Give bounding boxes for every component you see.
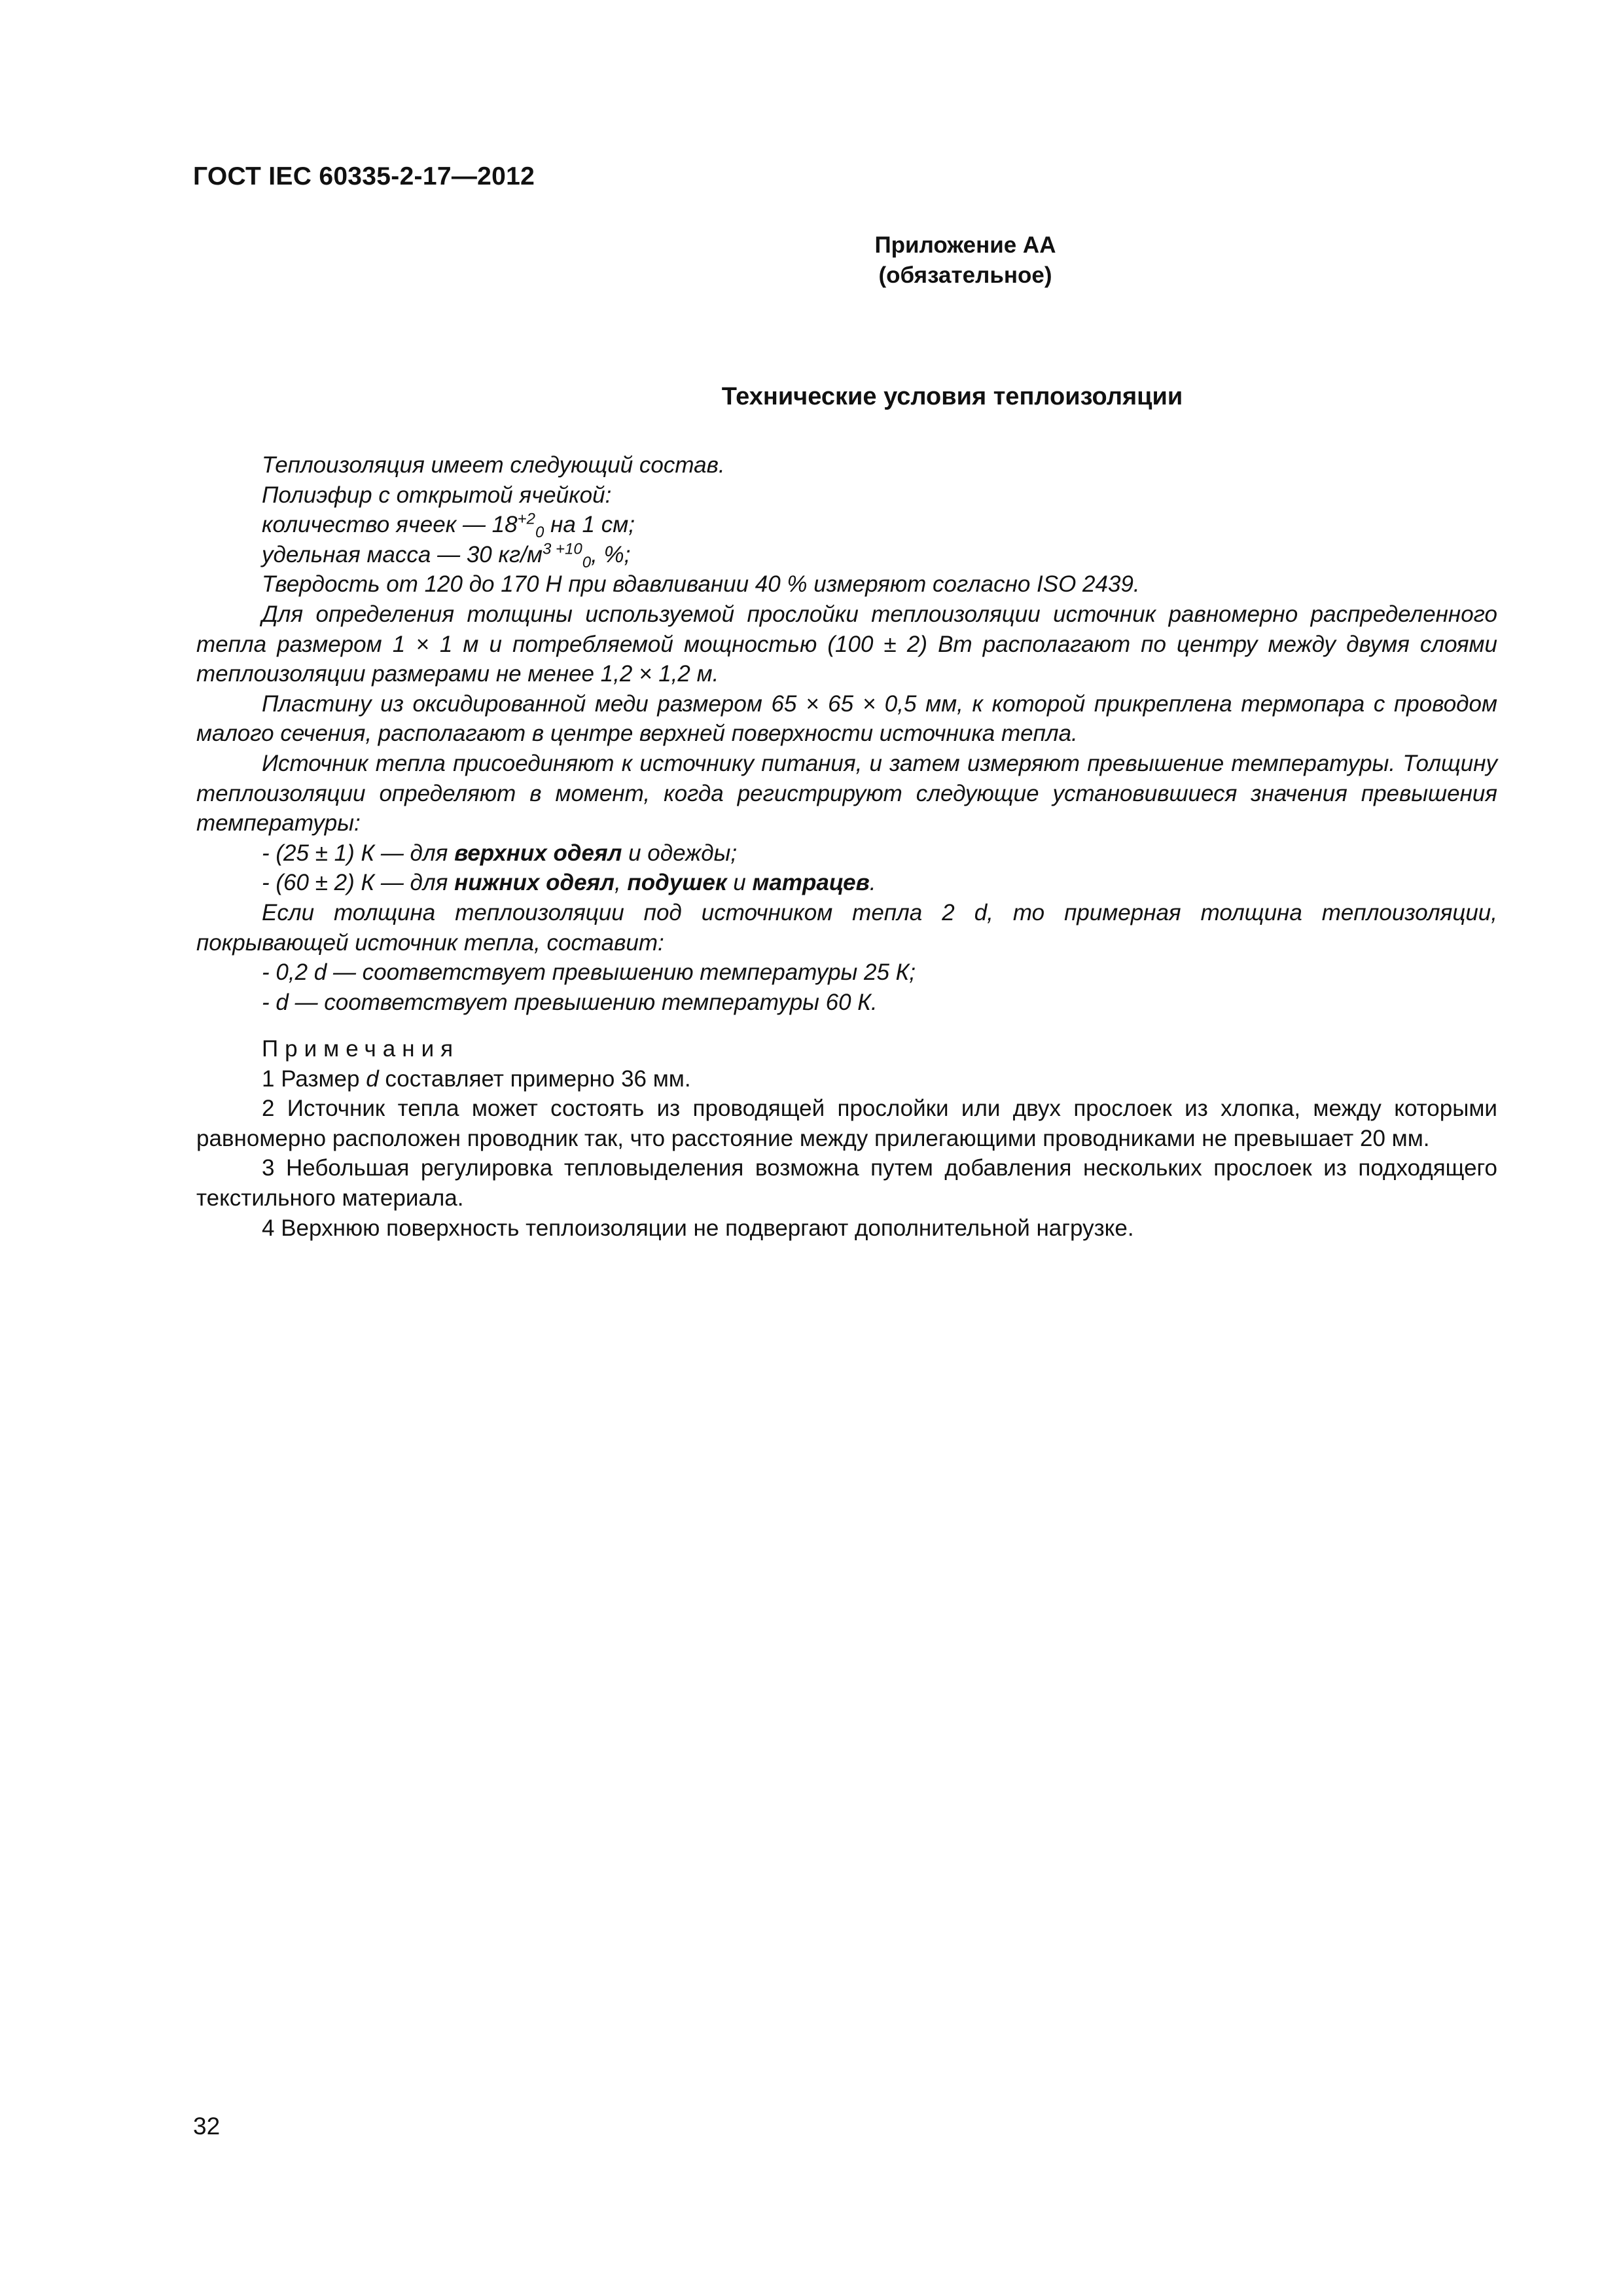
list-item-lower	[196, 868, 1497, 898]
paragraph-connection: Источник тепла присоединяют к источнику питания, и затем измеряют превышение температуры. Толщину теплоизоляции определяют в момент, когда регистрируют следующие установившиеся значения превышения температуры:	[196, 750, 1497, 836]
notes-section	[196, 1034, 1497, 1243]
note-2: 2 Источник тепла может состоять из проводящей прослойки или двух прослоек из хлопка, между которыми равномерно расположен проводник так, что расстояние между прилегающими проводниками не превышает 20 мм.	[196, 1096, 1497, 1151]
paragraph-composition: Теплоизоляция имеет следующий состав.	[262, 452, 725, 478]
item2-suffix: .	[869, 870, 876, 896]
mass-prefix: удельная масса — 30 кг/м	[262, 541, 543, 567]
list-item-estimate2: - d — соответствует превышению температуры 60 К.	[262, 989, 878, 1015]
cells-subscript: 0	[535, 524, 544, 542]
cells-superscript: +2	[517, 510, 535, 528]
note1-italic: d	[366, 1066, 379, 1092]
notes-heading: Примечания	[262, 1036, 460, 1062]
paragraph-hardness: Твердость от 120 до 170 Н при вдавливании 40 % измеряют согласно ISO 2439.	[262, 571, 1140, 598]
item2-sep2: и	[726, 870, 753, 896]
note-4: 4 Верхнюю поверхность теплоизоляции не подвергают дополнительной нагрузке.	[262, 1215, 1134, 1241]
list-item-estimate1: - 0,2 d — соответствует превышению температуры 25 К;	[262, 960, 916, 986]
mass-subscript: 0	[582, 553, 592, 571]
mass-superscript: 3 +10	[542, 540, 582, 558]
document-header: ГОСТ IEC 60335-2-17—2012	[193, 162, 535, 190]
annex-title: Приложение АА	[874, 232, 1056, 258]
cells-prefix: количество ячеек — 18	[262, 512, 518, 538]
item1-suffix: и одежды;	[622, 840, 738, 866]
paragraph-mass	[196, 540, 1497, 570]
paragraph-plate: Пластину из оксидированной меди размером 65 × 65 × 0,5 мм, к которой прикреплена термопара с проводом малого сечения, располагают в центре верхней поверхности источника тепла.	[196, 691, 1497, 747]
note-3: 3 Небольшая регулировка тепловыделения возможна путем добавления нескольких прослоек из подходящего текстильного материала.	[196, 1155, 1497, 1211]
section-title: Технические условия теплоизоляции	[721, 383, 1183, 410]
note1-suffix: составляет примерно 36 мм.	[378, 1066, 691, 1092]
note1-prefix: 1 Размер	[262, 1066, 366, 1092]
paragraph-thickness-estimate: Если толщина теплоизоляции под источником тепла 2 d, то примерная толщина теплоизоляции, покрывающей источник тепла, составит:	[196, 899, 1497, 956]
mass-suffix: , %;	[591, 541, 631, 567]
body-text	[196, 450, 1497, 1017]
annex-heading	[0, 230, 1623, 291]
paragraph-thickness-method: Для определения толщины используемой прослойки теплоизоляции источник равномерно распределенного тепла размером 1 × 1 м и потребляемой мощностью (100 ± 2) Вт располагают по центру между двумя слоями теплоизоляции размерами не менее 1,2 × 1,2 м.	[196, 601, 1497, 687]
item2-bold2: подушек	[627, 870, 727, 896]
annex-status: (обязательное)	[878, 262, 1052, 288]
paragraph-polyester: Полиэфир с открытой ячейкой:	[262, 482, 612, 508]
item2-sep1: ,	[614, 870, 628, 896]
list-item-upper	[196, 838, 1497, 869]
item2-prefix: - (60 ± 2) К — для	[262, 870, 455, 896]
cells-suffix: на 1 см;	[544, 512, 635, 538]
item2-bold3: матрацев	[752, 870, 870, 896]
item1-prefix: - (25 ± 1) К — для	[262, 840, 455, 866]
item1-bold: верхних одеял	[454, 840, 622, 866]
item2-bold1: нижних одеял	[454, 870, 615, 896]
page-number: 32	[193, 2113, 221, 2140]
note-1	[196, 1064, 1497, 1094]
paragraph-cells	[196, 510, 1497, 540]
